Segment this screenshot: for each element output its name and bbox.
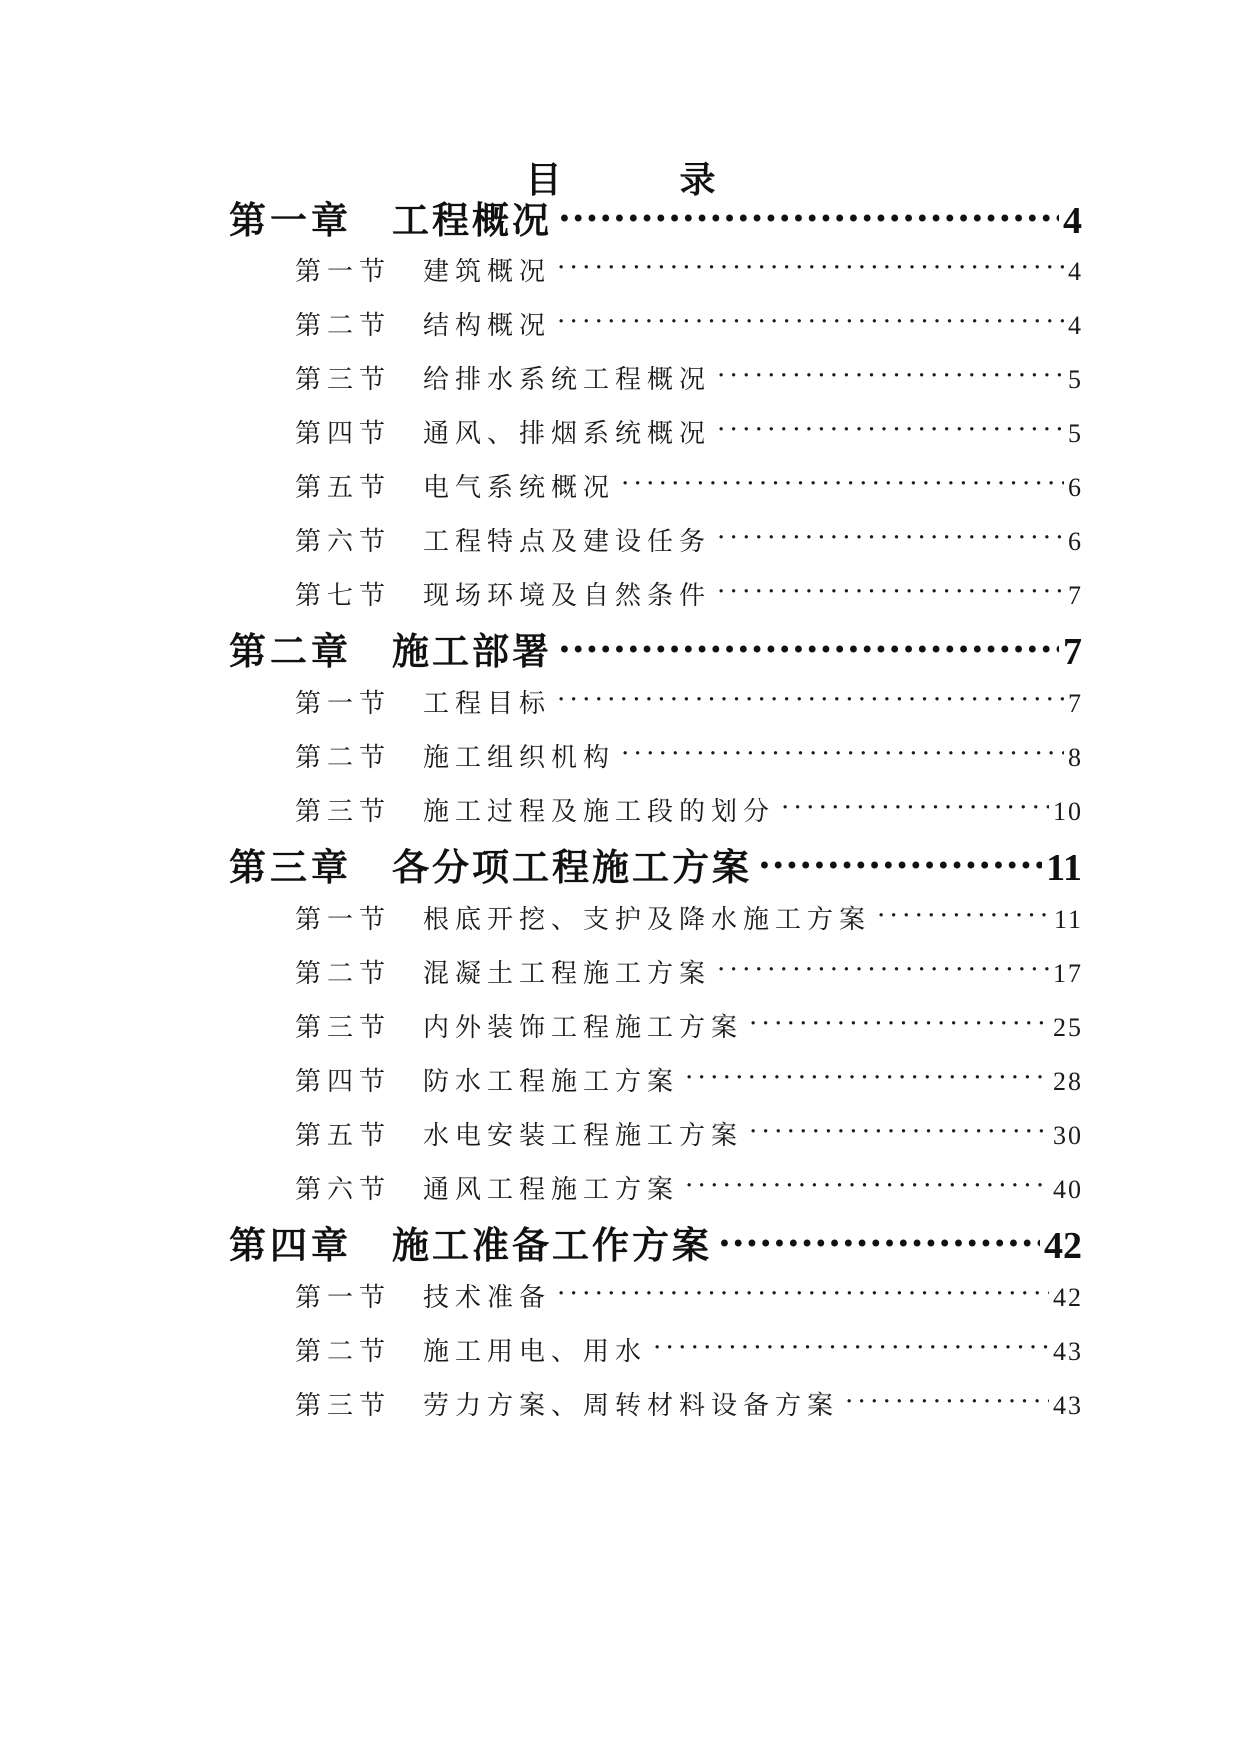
page-number: 5 bbox=[1068, 419, 1083, 448]
toc-section-entry[interactable] bbox=[295, 1332, 1083, 1372]
chapter-title: 各分项工程施工方案 bbox=[392, 845, 752, 889]
toc-chapter-entry[interactable] bbox=[229, 842, 1082, 892]
section-title: 给排水系统工程概况 bbox=[423, 365, 712, 395]
chapter-title: 施工准备工作方案 bbox=[392, 1223, 712, 1267]
page-number: 4 bbox=[1068, 311, 1083, 340]
chapter-number: 第三章 bbox=[229, 845, 352, 889]
section-title: 技术准备 bbox=[423, 1283, 552, 1313]
dot-leader bbox=[621, 470, 1064, 496]
page-number: 42 bbox=[1053, 1283, 1083, 1312]
page-number: 11 bbox=[1046, 847, 1082, 889]
section-number: 第二节 bbox=[295, 311, 392, 341]
page-number: 6 bbox=[1068, 473, 1083, 502]
toc-section-entry[interactable] bbox=[295, 792, 1083, 832]
section-title: 施工用电、用水 bbox=[423, 1337, 648, 1367]
dot-leader bbox=[717, 524, 1064, 550]
section-title: 混凝土工程施工方案 bbox=[423, 959, 712, 989]
dot-leader bbox=[558, 196, 1059, 233]
section-title: 根底开挖、支护及降水施工方案 bbox=[423, 905, 872, 935]
chapter-title: 工程概况 bbox=[392, 198, 552, 242]
toc-section-entry[interactable] bbox=[295, 684, 1083, 724]
page-number: 25 bbox=[1053, 1013, 1083, 1042]
page-number: 4 bbox=[1063, 200, 1082, 242]
dot-leader bbox=[558, 627, 1059, 664]
section-number: 第一节 bbox=[295, 905, 392, 935]
dot-leader bbox=[717, 416, 1064, 442]
toc-section-entry[interactable] bbox=[295, 1008, 1083, 1048]
section-title: 工程特点及建设任务 bbox=[423, 527, 712, 557]
toc-section-entry[interactable] bbox=[295, 738, 1083, 778]
toc-section-entry[interactable] bbox=[295, 468, 1083, 508]
dot-leader bbox=[758, 843, 1042, 880]
dot-leader bbox=[718, 1221, 1040, 1258]
dot-leader bbox=[717, 578, 1064, 604]
page-number: 4 bbox=[1068, 257, 1083, 286]
section-number: 第四节 bbox=[295, 1067, 392, 1097]
section-number: 第四节 bbox=[295, 419, 392, 449]
page-number: 17 bbox=[1053, 959, 1083, 988]
section-title: 建筑概况 bbox=[423, 257, 552, 287]
section-title: 内外装饰工程施工方案 bbox=[423, 1013, 744, 1043]
section-title: 工程目标 bbox=[423, 689, 552, 719]
toc-chapter-entry[interactable] bbox=[229, 1220, 1082, 1270]
page-number: 6 bbox=[1068, 527, 1083, 556]
page-number: 7 bbox=[1068, 689, 1083, 718]
toc-section-entry[interactable] bbox=[295, 252, 1083, 292]
toc-section-entry[interactable] bbox=[295, 576, 1083, 616]
section-title: 通风、排烟系统概况 bbox=[423, 419, 712, 449]
chapter-number: 第二章 bbox=[229, 629, 352, 673]
section-number: 第一节 bbox=[295, 1283, 392, 1313]
dot-leader bbox=[685, 1064, 1049, 1090]
dot-leader bbox=[557, 1280, 1049, 1306]
section-title: 劳力方案、周转材料设备方案 bbox=[423, 1391, 840, 1421]
page-number: 28 bbox=[1053, 1067, 1083, 1096]
dot-leader bbox=[557, 308, 1064, 334]
dot-leader bbox=[653, 1334, 1049, 1360]
page-number: 7 bbox=[1063, 631, 1082, 673]
page-number: 8 bbox=[1068, 743, 1083, 772]
dot-leader bbox=[717, 362, 1064, 388]
toc-section-entry[interactable] bbox=[295, 1170, 1083, 1210]
section-title: 结构概况 bbox=[423, 311, 552, 341]
section-number: 第五节 bbox=[295, 473, 392, 503]
dot-leader bbox=[717, 956, 1049, 982]
toc-chapter-entry[interactable] bbox=[229, 195, 1082, 245]
page-number: 10 bbox=[1053, 797, 1083, 826]
section-title: 通风工程施工方案 bbox=[423, 1175, 680, 1205]
chapter-title: 施工部署 bbox=[392, 629, 552, 673]
toc-section-entry[interactable] bbox=[295, 360, 1083, 400]
section-title: 现场环境及自然条件 bbox=[423, 581, 712, 611]
toc-section-entry[interactable] bbox=[295, 1386, 1083, 1426]
chapter-number: 第四章 bbox=[229, 1223, 352, 1267]
section-number: 第六节 bbox=[295, 527, 392, 557]
section-number: 第六节 bbox=[295, 1175, 392, 1205]
dot-leader bbox=[749, 1010, 1049, 1036]
section-number: 第三节 bbox=[295, 797, 392, 827]
toc-title-char-1: 目 bbox=[525, 159, 562, 201]
dot-leader bbox=[749, 1118, 1049, 1144]
page-number: 5 bbox=[1068, 365, 1083, 394]
section-title: 施工组织机构 bbox=[423, 743, 616, 773]
section-number: 第一节 bbox=[295, 689, 392, 719]
section-number: 第三节 bbox=[295, 1013, 392, 1043]
dot-leader bbox=[781, 794, 1049, 820]
section-number: 第二节 bbox=[295, 1337, 392, 1367]
dot-leader bbox=[877, 902, 1050, 928]
toc-section-entry[interactable] bbox=[295, 954, 1083, 994]
section-number: 第二节 bbox=[295, 743, 392, 773]
toc-section-entry[interactable] bbox=[295, 900, 1083, 940]
toc-chapter-entry[interactable] bbox=[229, 626, 1082, 676]
dot-leader bbox=[685, 1172, 1049, 1198]
section-number: 第五节 bbox=[295, 1121, 392, 1151]
page-number: 7 bbox=[1068, 581, 1083, 610]
toc-section-entry[interactable] bbox=[295, 1278, 1083, 1318]
toc-section-entry[interactable] bbox=[295, 522, 1083, 562]
dot-leader bbox=[845, 1388, 1049, 1414]
page-number: 42 bbox=[1044, 1225, 1082, 1267]
toc-section-entry[interactable] bbox=[295, 306, 1083, 346]
chapter-number: 第一章 bbox=[229, 198, 352, 242]
section-number: 第三节 bbox=[295, 1391, 392, 1421]
section-title: 防水工程施工方案 bbox=[423, 1067, 680, 1097]
page-number: 40 bbox=[1053, 1175, 1083, 1204]
dot-leader bbox=[557, 686, 1064, 712]
section-number: 第一节 bbox=[295, 257, 392, 287]
page-number: 30 bbox=[1053, 1121, 1083, 1150]
toc-title-char-2: 录 bbox=[679, 159, 716, 201]
section-number: 第二节 bbox=[295, 959, 392, 989]
page-number: 43 bbox=[1053, 1391, 1083, 1420]
section-title: 水电安装工程施工方案 bbox=[423, 1121, 744, 1151]
dot-leader bbox=[557, 254, 1064, 280]
page-number: 11 bbox=[1053, 905, 1083, 934]
section-title: 电气系统概况 bbox=[423, 473, 616, 503]
section-number: 第七节 bbox=[295, 581, 392, 611]
toc-section-entry[interactable] bbox=[295, 414, 1083, 454]
dot-leader bbox=[621, 740, 1064, 766]
page-number: 43 bbox=[1053, 1337, 1083, 1366]
toc-section-entry[interactable] bbox=[295, 1062, 1083, 1102]
section-title: 施工过程及施工段的划分 bbox=[423, 797, 776, 827]
section-number: 第三节 bbox=[295, 365, 392, 395]
toc-section-entry[interactable] bbox=[295, 1116, 1083, 1156]
